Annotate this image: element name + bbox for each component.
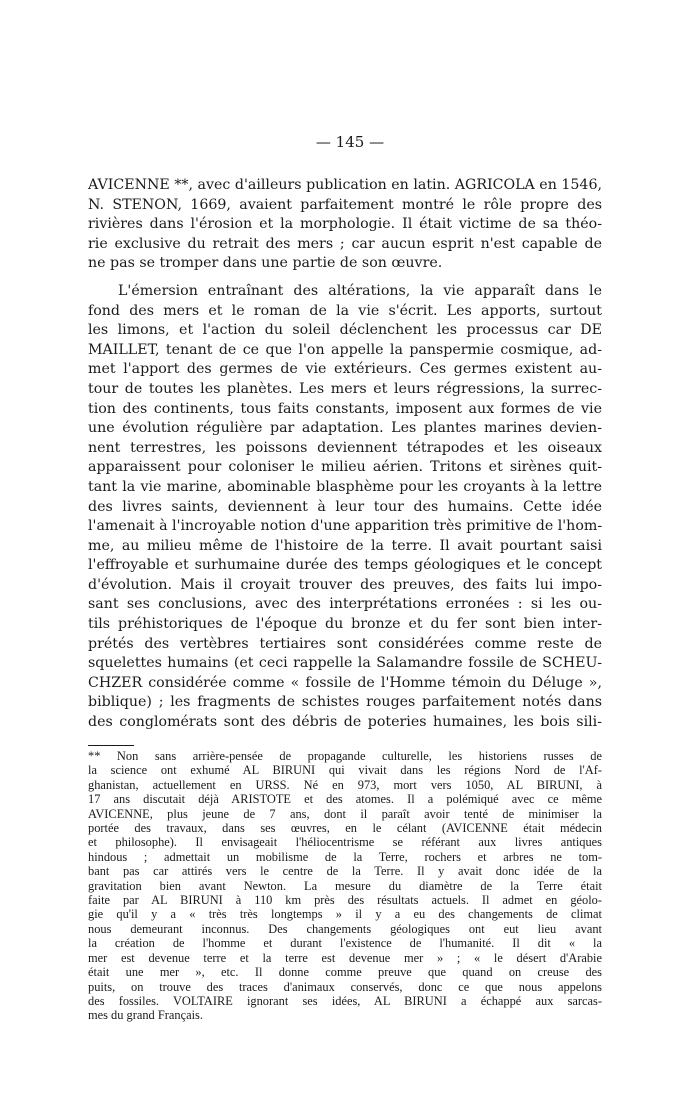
footnote-line: la science ont exhumé AL BIRUNI qui vivait dans les régions Nord de l'Af- [88,763,602,778]
text-line: AVICENNE **, avec d'ailleurs publication en latin. AGRICOLA en 1546, [88,177,602,193]
footnote-line: bant pas car attirés vers le centre de la Terre. Il y avait donc idée de la [88,864,602,879]
footnote-line: portée des travaux, dans ses œuvres, en le célant (AVICENNE était médecin [88,821,602,836]
footnote-line: ghanistan, actuellement en URSS. Né en 973, mort vers 1050, AL BIRUNI, à [88,777,602,792]
footnote-line: puits, on trouve des traces d'animaux conservés, donc ce que nous appelons [88,979,602,994]
text-line: l'effroyable et surhumaine durée des temps géologiques et le concept [88,557,602,574]
footnote-line: mes du grand Français. [88,1008,203,1023]
text-line: rie exclusive du retrait des mers ; car aucun esprit n'est capable de [88,235,602,252]
text-line: me, au milieu même de l'histoire de la terre. Il avait pourtant saisi [88,537,602,554]
text-line: met l'apport des germes de vie extérieurs. Ces germes existent au- [88,361,602,378]
text-line: tils préhistoriques de l'époque du bronze et du fer sont bien inter- [88,616,602,633]
page-number: — 145 — [315,133,385,151]
main-text [88,176,602,733]
footnote-line: hindous ; admettait un mobilisme de la Terre, rochers et arbres ne tom- [88,849,602,864]
text-line: une évolution régulière par adaptation. Les plantes marines devien- [88,420,602,437]
text-line: des conglomérats sont des débris de poteries humaines, les bois sili- [88,714,602,731]
text-line: les limons, et l'action du soleil déclenchent les processus car DE [88,322,602,339]
footnote-line: faite par AL BIRUNI à 110 km près des résultats actuels. Il admet en géolo- [88,893,602,908]
footnote-line: gie qu'il y a « très très longtemps » il y a eu des changements de climat [88,907,602,922]
text-line: rivières dans l'érosion et la morphologie. Il était victime de sa théo- [88,216,602,233]
text-line: ne pas se tromper dans une partie de son œuvre. [88,255,443,272]
text-line: CHZER considérée comme « fossile de l'Homme témoin du Déluge », [88,674,602,691]
footnote-line: des fossiles. VOLTAIRE ignorant ses idées, AL BIRUNI a échappé aux sarcas- [88,993,602,1008]
text-line: tant la vie marine, abominable blasphème pour les croyants à la lettre [88,478,602,495]
text-line: prétés des vertèbres tertiaires sont considérées comme reste de [88,635,602,652]
text-line: N. STENON, 1669, avaient parfaitement montré le rôle propre des [88,196,602,213]
footnote-line: était une mer », etc. Il donne comme preuve que quand on creuse des [88,965,602,980]
text-line: apparaissent pour coloniser le milieu aérien. Tritons et sirènes quit- [88,459,602,476]
text-line: des livres saints, deviennent à leur tour des humains. Cette idée [88,498,602,515]
footnote-line: AVICENNE, plus jeune de 7 ans, dont il paraît avoir tenté de minimiser la [88,806,602,821]
footnote-line: et philosophe). Il envisageait l'héliocentrisme se référant aux livres antiques [88,835,602,850]
footnote-divider [88,745,134,746]
text-line: l'amenait à l'incroyable notion d'une apparition très primitive de l'hom- [88,518,603,535]
footnote-line: ** Non sans arrière-pensée de propagande culturelle, les historiens russes de [88,749,602,763]
text-line: squelettes humains (et ceci rappelle la Salamandre fossile de SCHEU- [88,655,602,672]
footnote-line: nous demeurant inconnus. Des changements géologiques ont eut lieu avant [88,921,602,936]
text-line: biblique) ; les fragments de schistes rouges parfaitement notés dans [88,694,602,711]
paragraph-2 [88,282,602,733]
paragraph-gap [88,274,602,282]
text-line: d'évolution. Mais il croyait trouver des preuves, des faits lui impo- [88,576,602,593]
footnote-line: 17 ans discutait déjà ARISTOTE et des atomes. Il a polémiqué avec ce même [88,792,602,807]
paragraph-1 [88,176,602,274]
footnote-line: la création de l'homme et durant l'existence de l'humanité. Il dit « la [88,936,602,951]
text-line: tion des continents, tous faits constants, imposent aux formes de vie [88,400,602,417]
text-line: tour de toutes les planètes. Les mers et leurs régressions, la surrec- [88,380,602,397]
footnote-line: gravitation bien avant Newton. La mesure du diamètre de la Terre était [88,878,602,893]
text-line: sant ses conclusions, avec des interprétations erronées : si les ou- [88,596,602,613]
footnote [88,749,602,1023]
text-line: fond des mers et le roman de la vie s'écrit. Les apports, surtout [88,302,602,319]
text-line: nent terrestres, les poissons deviennent tétrapodes et les oiseaux [88,439,602,456]
footnote-line: mer est devenue terre et la terre est devenue mer » ; « le désert d'Arabie [88,950,602,965]
text-line: L'émersion entraînant des altérations, la vie apparaît dans le [118,282,602,299]
text-line: MAILLET, tenant de ce que l'on appelle la panspermie cosmique, ad- [88,341,602,358]
